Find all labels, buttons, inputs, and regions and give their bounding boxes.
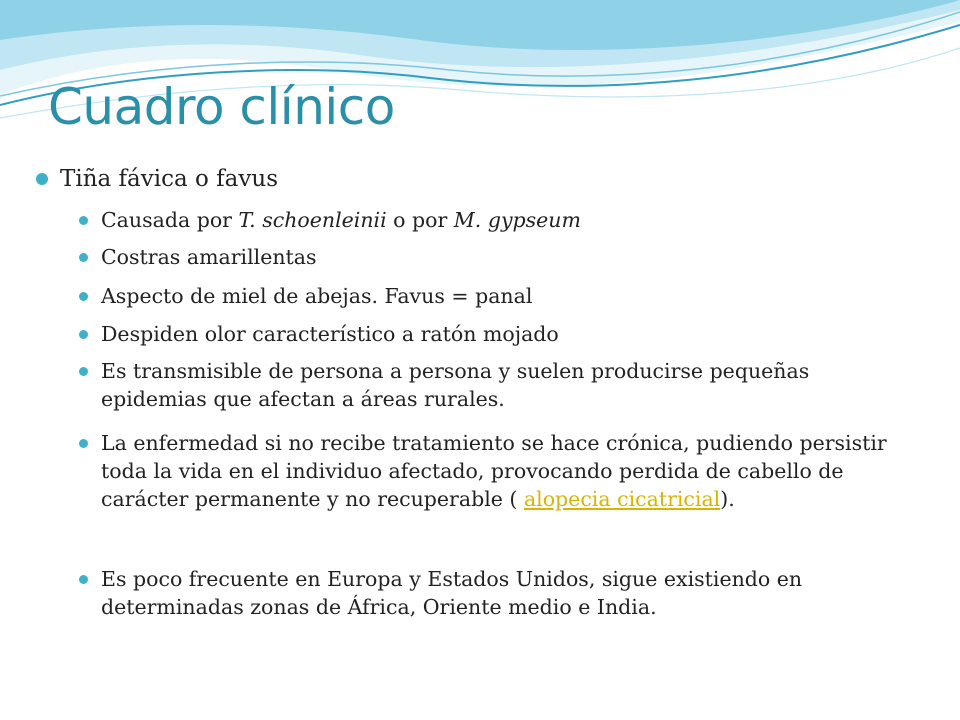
topic-heading: Tiña fávica o favus bbox=[60, 166, 279, 192]
list-item: Causada por T. schoenleinii o por M. gypseum bbox=[101, 208, 581, 232]
list-item: Es poco frecuente en Europa y Estados Unidos, sigue existiendo en determinadas zonas de África, Oriente medio e India. bbox=[101, 567, 803, 619]
list-item: Costras amarillentas bbox=[101, 245, 317, 269]
bullet-icon bbox=[79, 367, 88, 376]
species-name: T. schoenleinii bbox=[238, 208, 387, 232]
list-item: Es transmisible de persona a persona y suelen producirse pequeñas epidemias que afectan a áreas rurales. bbox=[101, 359, 810, 411]
bullet-icon bbox=[79, 253, 88, 262]
list-item: Aspecto de miel de abejas. Favus = panal bbox=[101, 284, 533, 308]
slide-title: Cuadro clínico bbox=[48, 78, 395, 136]
bullet-icon bbox=[79, 439, 88, 448]
alopecia-cicatricial-link[interactable]: alopecia cicatricial bbox=[523, 487, 721, 511]
bullet-icon bbox=[79, 330, 88, 339]
bullet-icon bbox=[79, 216, 88, 225]
bullet-icon bbox=[79, 292, 88, 301]
list-item: Despiden olor característico a ratón mojado bbox=[101, 322, 559, 346]
bullet-icon bbox=[79, 575, 88, 584]
bullet-icon bbox=[36, 173, 48, 185]
list-item: La enfermedad si no recibe tratamiento se hace crónica, pudiendo persistir toda la vida en el individuo afectado, provocando perdida de cabello de carácter permanente y no recuperable ( alopecia cicatricial). bbox=[101, 431, 887, 511]
species-name: M. gypseum bbox=[453, 208, 581, 232]
